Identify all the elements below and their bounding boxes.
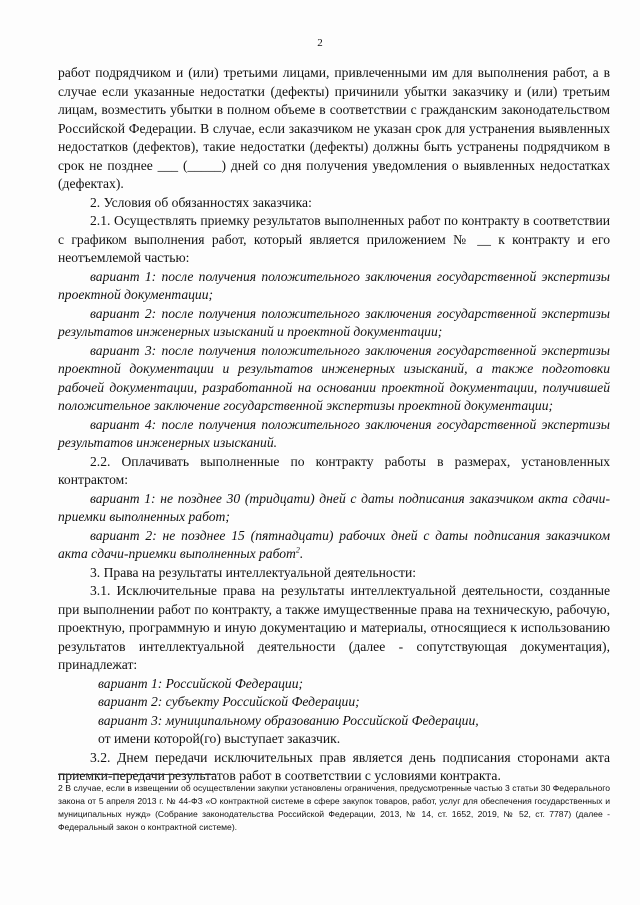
clause-2-2-variant-2 bbox=[58, 527, 610, 564]
footnote-ref-2: 2 bbox=[295, 545, 300, 555]
clause-3-2: 3.2. Днем передачи исключительных прав является день подписания сторонами акта приемки-передачи результатов работ в соответствии с условиями контракта. bbox=[58, 749, 610, 783]
clause-3-1-variant-1: вариант 1: Российской Федерации; bbox=[98, 675, 304, 691]
clause-2-2-variant-2-end: . bbox=[299, 546, 304, 561]
section-3-heading: 3. Права на результаты интеллектуальной деятельности: bbox=[90, 564, 417, 580]
clause-2-1-variant-3: вариант 3: после получения положительного заключения государственной экспертизы проектной документации и результатов инженерных изысканий, а также подготовки рабочей документации, разработанной на основании проектной документации, получившей положительное заключение государственной экспертизы проектной документации; bbox=[58, 342, 610, 413]
clause-3-1-variant-3: вариант 3: муниципальному образованию Российской Федерации, bbox=[98, 712, 479, 728]
clause-2-2: 2.2. Оплачивать выполненные по контракту работы в размерах, установленных контрактом: bbox=[58, 453, 610, 487]
page-number: 2 bbox=[317, 37, 323, 49]
clause-2-1-variant-4: вариант 4: после получения положительного заключения государственной экспертизы результатов инженерных изысканий. bbox=[58, 416, 610, 450]
clause-3-1-variant-2: вариант 2: субъекту Российской Федерации; bbox=[98, 694, 360, 709]
document-body bbox=[58, 64, 610, 786]
clause-2-1-variant-2: вариант 2: после получения положительного заключения государственной экспертизы результатов инженерных изысканий и проектной документации; bbox=[58, 305, 610, 339]
clause-2-2-variant-1: вариант 1: не позднее 30 (тридцати) дней с даты подписания заказчиком акта сдачи-приемки выполненных работ; bbox=[58, 490, 610, 524]
footnote-2: 2 В случае, если в извещении об осуществлении закупки установлены ограничения, предусмотренные частью 3 статьи 30 Федерального закона от 5 апреля 2013 г. № 44-ФЗ «О контрактной системе в сфере закупок товаров, работ, услуг для обеспечения государственных и муниципальных нужд» (Собрание законодательства Российской Федерации, 2013, № 14, ст. 1652, 2019, № 52, ст. 7787) (далее - Федеральный закон о контрактной системе). bbox=[58, 783, 610, 832]
clause-2-1-variant-1: вариант 1: после получения положительного заключения государственной экспертизы проектной документации; bbox=[58, 268, 610, 302]
footnote-separator bbox=[58, 774, 216, 775]
clause-3-1-end: от имени которой(го) выступает заказчик. bbox=[98, 731, 341, 746]
clause-3-1: 3.1. Исключительные права на результаты интеллектуальной деятельности, созданные при выполнении работ по контракту, а также имущественные права на техническую, рабочую, проектную, программную и иную документацию и материалы, относящиеся к использованию результатов интеллектуальной деятельности (далее - сопутствующая документация), принадлежат: bbox=[58, 583, 610, 672]
section-2-heading: 2. Условия об обязанностях заказчика: bbox=[90, 194, 312, 210]
paragraph-intro: работ подрядчиком и (или) третьими лицами, привлеченными им для выполнения работ, а в случае если указанные недостатки (дефекты) причинили убытки заказчику и (или) третьим лицам, возместить убытки в полном объеме в соответствии с гражданским законодательством Российской Федерации. В случае, если заказчиком не указан срок для устранения выявленных недостатков (дефектов), такие недостатки (дефекты) должны быть устранены подрядчиком в срок не позднее ___ (_____) дней со дня получения уведомления о выявленных недостатках (дефектах). bbox=[58, 65, 610, 191]
clause-2-2-variant-2-text: вариант 2: не позднее 15 (пятнадцати) рабочих дней с даты подписания заказчиком акта сдачи-приемки выполненных работ bbox=[58, 527, 610, 561]
clause-2-1: 2.1. Осуществлять приемку результатов выполненных работ по контракту в соответствии с графиком выполнения работ, который является приложением № __ к контракту и его неотъемлемой частью: bbox=[58, 213, 610, 265]
